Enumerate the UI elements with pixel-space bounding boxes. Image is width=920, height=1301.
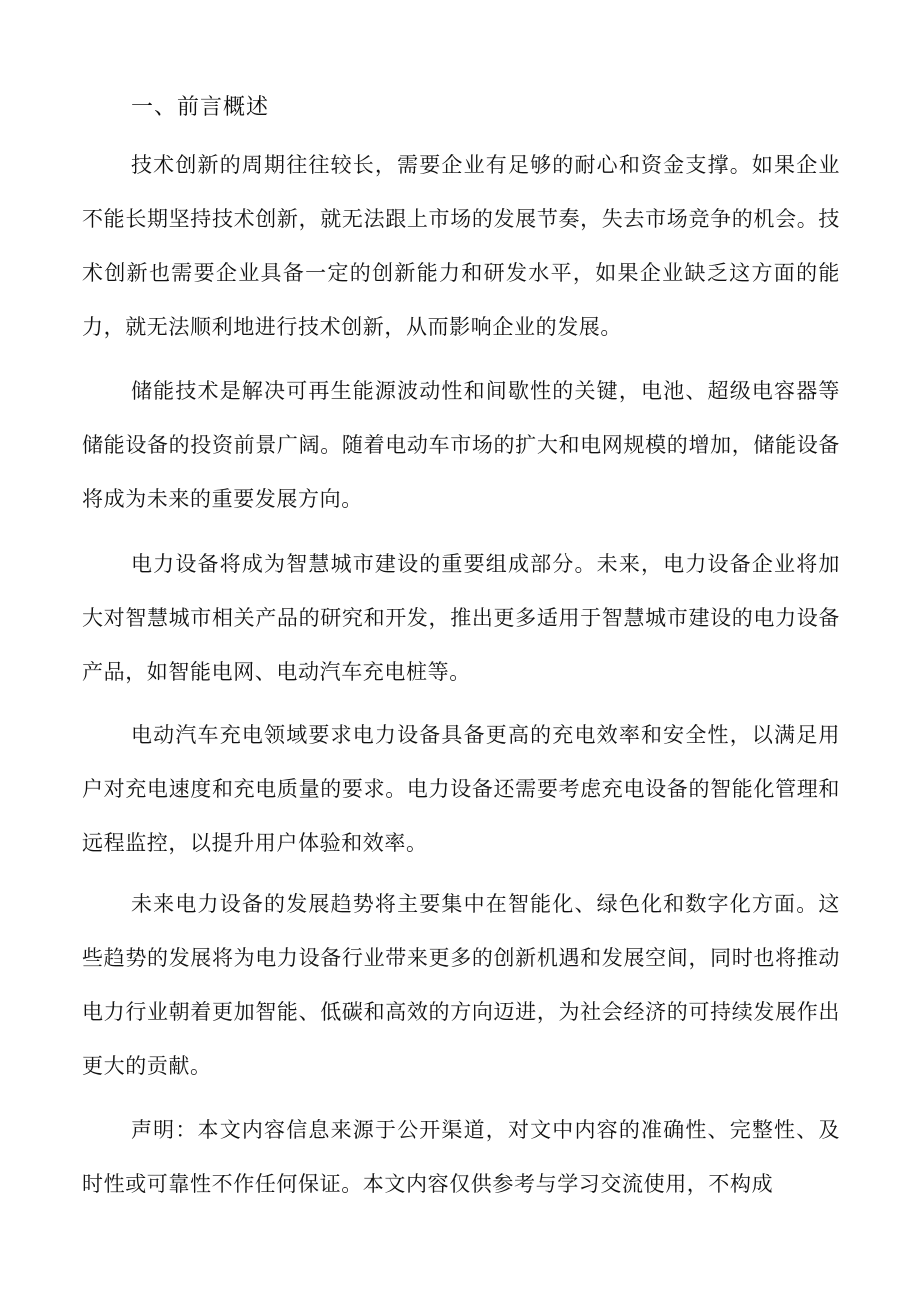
paragraph-ev-charging: 电动汽车充电领域要求电力设备具备更高的充电效率和安全性，以满足用户对充电速度和充电质量的要求。电力设备还需要考虑充电设备的智能化管理和远程监控，以提升用户体验和效率。 <box>82 723 840 855</box>
paragraph-energy-storage: 储能技术是解决可再生能源波动性和间歇性的关键，电池、超级电容器等储能设备的投资前景广阔。随着电动车市场的扩大和电网规模的增加，储能设备将成为未来的重要发展方向。 <box>82 379 840 511</box>
section-heading: 一、前言概述 <box>131 95 270 120</box>
paragraph-future-trends: 未来电力设备的发展趋势将主要集中在智能化、绿色化和数字化方面。这些趋势的发展将为电力设备行业带来更多的创新机遇和发展空间，同时也将推动电力行业朝着更加智能、低碳和高效的方向迈进，为社会经济的可持续发展作出更大的贡献。 <box>82 892 840 1078</box>
paragraph-smart-city: 电力设备将成为智慧城市建设的重要组成部分。未来，电力设备企业将加大对智慧城市相关产品的研究和开发，推出更多适用于智慧城市建设的电力设备产品，如智能电网、电动汽车充电桩等。 <box>82 552 840 684</box>
paragraph-disclaimer: 声明：本文内容信息来源于公开渠道，对文中内容的准确性、完整性、及时性或可靠性不作任何保证。本文内容仅供参考与学习交流使用，不构成 <box>82 1118 840 1196</box>
paragraph-tech-innovation: 技术创新的周期往往较长，需要企业有足够的耐心和资金支撑。如果企业不能长期坚持技术创新，就无法跟上市场的发展节奏，失去市场竞争的机会。技术创新也需要企业具备一定的创新能力和研发水平，如果企业缺乏这方面的能力，就无法顺利地进行技术创新，从而影响企业的发展。 <box>82 153 840 339</box>
